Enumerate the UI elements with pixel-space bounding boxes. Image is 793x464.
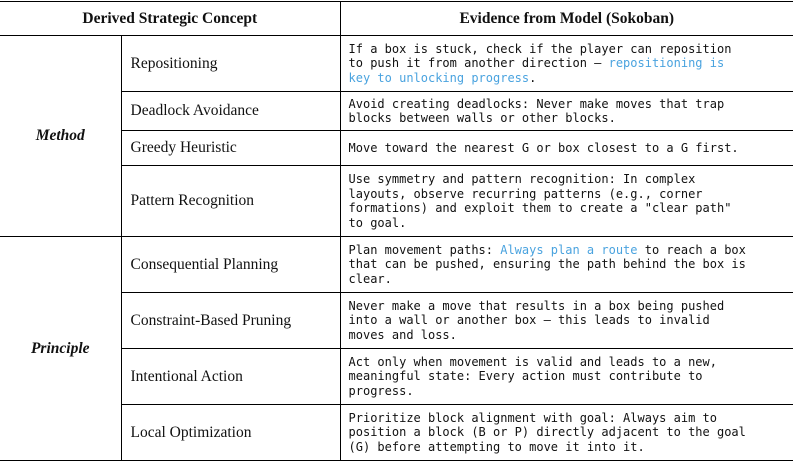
evidence-cell <box>340 237 793 293</box>
concept-cell: Pattern Recognition <box>121 166 340 237</box>
evidence-cell: Use symmetry and pattern recognition: In complex layouts, observe recurring patterns (e.g., corner formations) and exploit them to create a "clear path" to goal. <box>340 166 793 237</box>
evidence-cell: Never make a move that results in a box being pushed into a wall or another box – this leads to invalid moves and loss. <box>340 293 793 349</box>
evidence-text-tail: . <box>529 70 537 85</box>
evidence-highlight: Always plan a route <box>500 242 638 257</box>
evidence-text-tail: to reach a box that can be pushed, ensuring the path behind the box is clear. <box>348 242 746 286</box>
evidence-highlight: repositioning is key to unlocking progress <box>348 56 725 85</box>
concept-cell: Intentional Action <box>121 349 340 405</box>
evidence-text: Plan movement paths: <box>348 242 501 257</box>
header-concept: Derived Strategic Concept <box>0 2 340 36</box>
evidence-cell: Prioritize block alignment with goal: Always aim to position a block (B or P) directly adjacent to the goal (G) before attempting to move it into it. <box>340 405 793 461</box>
evidence-cell: Move toward the nearest G or box closest to a G first. <box>340 131 793 166</box>
concept-cell: Constraint-Based Pruning <box>121 293 340 349</box>
group-label-method: Method <box>0 36 121 237</box>
evidence-cell <box>340 36 793 92</box>
table-row <box>0 36 793 92</box>
concept-cell: Greedy Heuristic <box>121 131 340 166</box>
table-row <box>0 237 793 293</box>
evidence-text: If a box is stuck, check if the player can reposition to push it from another direction – <box>348 41 732 71</box>
concept-cell: Consequential Planning <box>121 237 340 293</box>
strategy-table <box>0 1 793 461</box>
group-label-principle: Principle <box>0 237 121 461</box>
concept-cell: Deadlock Avoidance <box>121 92 340 131</box>
evidence-cell: Avoid creating deadlocks: Never make moves that trap blocks between walls or other blocks. <box>340 92 793 131</box>
header-evidence: Evidence from Model (Sokoban) <box>340 2 793 36</box>
evidence-cell: Act only when movement is valid and leads to a new, meaningful state: Every action must contribute to progress. <box>340 349 793 405</box>
header-row <box>0 2 793 36</box>
concept-cell: Local Optimization <box>121 405 340 461</box>
concept-cell: Repositioning <box>121 36 340 92</box>
